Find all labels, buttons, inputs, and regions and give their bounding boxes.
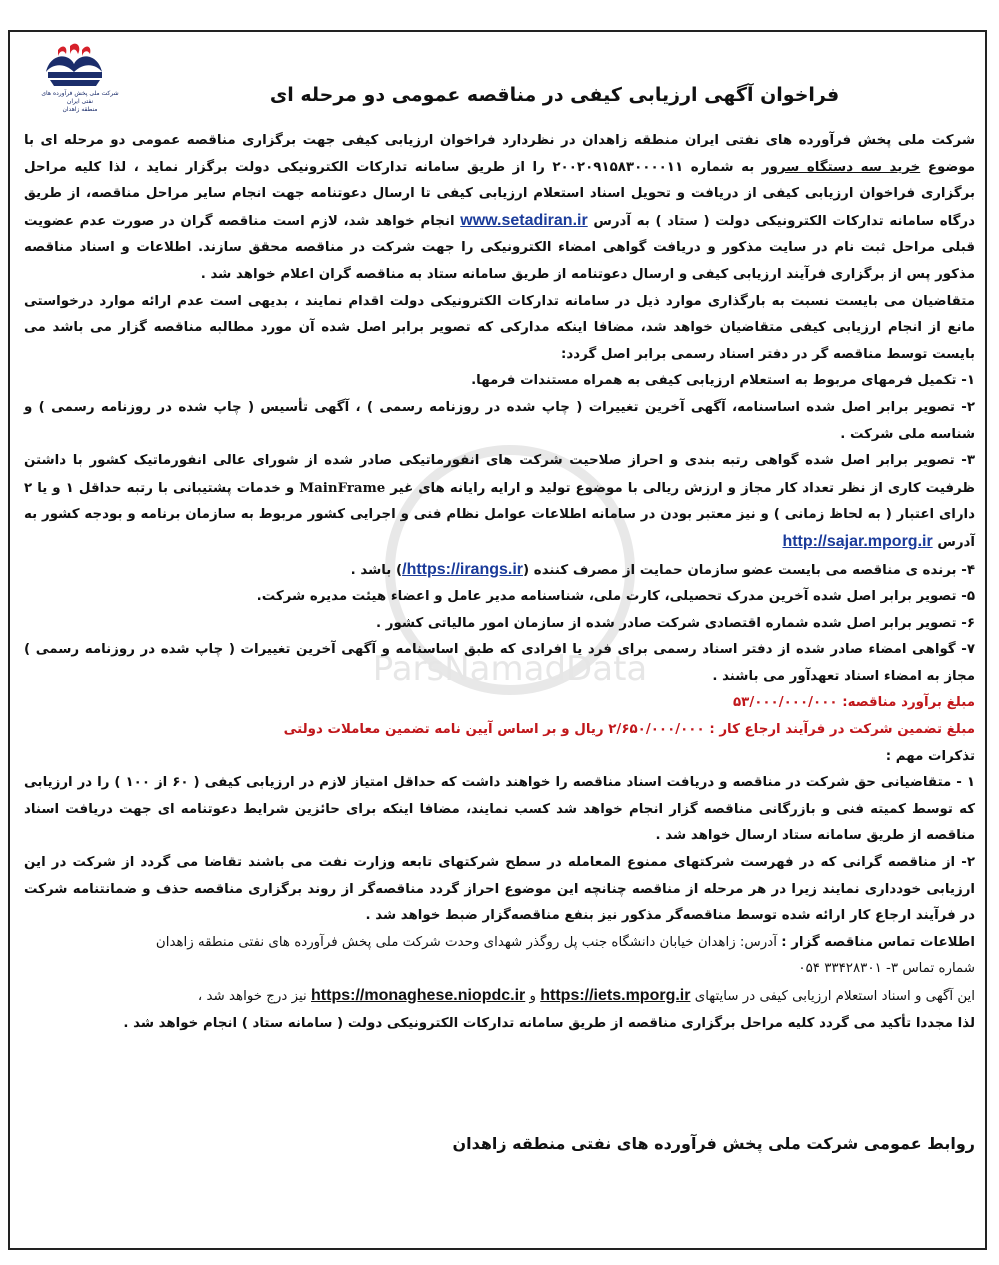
niopdc-logo-icon — [40, 42, 120, 122]
page-title: فراخوان آگهی ارزیابی کیفی در مناقصه عمومی دو مرحله ای — [269, 84, 840, 106]
logo-caption: شرکت ملی پخش فرآورده های نفتی ایران — [41, 90, 119, 105]
final-note: لذا مجددا تأکید می گردد کلیه مراحل برگزاری مناقصه از طریق سامانه تدارکات الکترونیکی دولت ( سامانه ستاد ) انجام خواهد شد . — [123, 1015, 975, 1031]
announcement-body — [24, 128, 975, 1037]
intro-text: شرکت ملی پخش فرآورده های نفتی ایران منطقه زاهدان در نظردارد فراخوان ارزیابی کیفی جهت برگزاری مناقصه عمومی دو مرحله ای با موضوع — [24, 133, 976, 175]
requirement-item: ۵- تصویر برابر اصل شده آخرین مدرک تحصیلی، کارت ملی، شناسنامه مدیر عامل و اعضاء هیئت مدیره شرکت. — [256, 589, 975, 605]
note-item: ۱ - متقاضیانی حق شرکت در مناقصه و دریافت اسناد مناقصه را خواهند داشت که حداقل امتیاز لازم در ارزیابی کیفی ( ۶۰ از ۱۰۰ ) را در ارزیابی که توسط کمیته فنی و بازرگانی مناقصه گزار انجام خواهد شد کسب نمایند، مضافا اینکه برای حائزین شرایط دعوتنامه ای جهت دریافت اسناد مناقصه از طریق سامانه ستاد ارسال خواهد شد . — [24, 775, 975, 844]
requirement-item — [24, 557, 975, 585]
guarantee-line: مبلغ تضمین شرکت در فرآیند ارجاع کار : ۲/۶۵۰/۰۰۰/۰۰۰ ریال و بر اساس آیین نامه تضمین معاملات دولتی — [283, 722, 975, 738]
contact-address: آدرس: زاهدان خیابان دانشگاه جنب پل روگذر شهدای وحدت شرکت ملی پخش فرآورده های نفتی منطقه زاهدان — [155, 934, 782, 950]
requirement-text: و خدمات پشتیبانی با رتبه حداقل ۱ و یا ۲ دارای اعتبار ( به لحاظ زمانی ) و نیز معتبر بودن در سامانه اطلاعات عوامل نظام فنی و اجرایی کشور مربوط به سازمان برنامه و بودجه کشور به آدرس — [24, 480, 975, 550]
requirement-item — [24, 448, 975, 556]
mainframe-term: MainFrame — [299, 479, 386, 496]
svg-text:ParsNamadData: ParsNamadData — [372, 649, 648, 689]
intro-text: را از طریق سامانه تدارکات الکترونیکی دولت برگزار نماید ، لذا کلیه مراحل برگزاری فراخوان ارزیابی کیفی از دریافت و تحویل اسناد استعلام ارزیابی کیفی تا ارسال دعوتنامه جهت انجام سایر مراحل مناقصه، از طریق درگاه سامانه تدارکات الکترونیکی دولت ( ستاد ) به آدرس — [24, 159, 975, 229]
signature: روابط عمومی شرکت ملی پخش فرآورده های نفتی منطقه زاهدان — [452, 1134, 975, 1153]
iets-link[interactable]: https://iets.mporg.ir — [540, 987, 691, 1004]
contact-phone: شماره تماس ۳- ۳۳۴۲۸۳۰۱ ۰۵۴ — [798, 961, 975, 977]
publish-text: نیز درج خواهد شد ، — [197, 989, 312, 1004]
publish-text: و — [525, 989, 541, 1004]
requirement-item: ۲- تصویر برابر اصل شده اساسنامه، آگهی آخرین تغییرات ( چاپ شده در روزنامه رسمی ) ، آگهی تأسیس ( چاپ شده در روزنامه رسمی ) و شناسه ملی شرکت . — [24, 399, 975, 442]
tender-number: ۲۰۰۲۰۹۱۵۸۳۰۰۰۰۱۱ — [552, 159, 684, 175]
logo-caption-region: منطقه زاهدان — [62, 106, 98, 113]
intro-paragraph — [24, 128, 975, 289]
requirement-text: ۳- تصویر برابر اصل شده گواهی رتبه بندی و احراز صلاحیت شرکت های انفورماتیکی صادر شده از شورای عالی انفورماتیک کشور با داشتن ظرفیت کاری از نظر تعداد کار مجاز و ارزش ریالی با موضوع تولید و ارایه رایانه های غیر — [24, 453, 975, 496]
intro-text: به شماره — [683, 159, 762, 175]
publish-line — [24, 983, 975, 1011]
contact-label: اطلاعات تماس مناقصه گزار : — [781, 934, 975, 950]
monaghese-link[interactable]: https://monaghese.niopdc.ir — [311, 987, 526, 1004]
estimate-label: مبلغ برآورد مناقصه: — [842, 695, 975, 711]
estimate-value: ۵۳/۰۰۰/۰۰۰/۰۰۰ — [732, 695, 843, 711]
tender-subject: خرید سه دستگاه سرور — [761, 159, 921, 175]
publish-text: این آگهی و اسناد استعلام ارزیابی کیفی در سایتهای — [690, 989, 975, 1004]
contact-line — [24, 930, 975, 957]
irangs-link[interactable]: https://irangs.ir/ — [402, 560, 524, 578]
estimate-line — [24, 690, 975, 717]
note-item: ۲- از مناقصه گرانی که در فهرست شرکتهای ممنوع المعامله در سطح شرکتهای تابعه وزارت نفت می باشند تقاضا می گردد از شرکت در این ارزیابی خودداری نمایند زیرا در هر مرحله از مناقصه چنانچه این موضوع احراز گردد مناقصه‌گر از روند برگزاری مناقصه حذف و ضمانتنامه شرکت در فرآیند ارجاع کار ارائه شده توسط مناقصه‌گر مذکور نیز بنفع مناقصه‌گزار ضبط خواهد شد . — [24, 855, 975, 924]
requirements-intro: متقاضیان می بایست نسبت به بارگذاری موارد ذیل در سامانه تدارکات الکترونیکی دولت اقدام نمایند ، بدیهی است عدم ارائه موارد درخواستی مانع از انجام ارزیابی کیفی متقاضیان خواهد شد، مضافا اینکه مدارکی که تصویر برابر اصل شده آن مورد مطالبه مناقصه گزار می باشد می بایست توسط مناقصه گر در دفتر اسناد رسمی برابر اصل گردد: — [24, 293, 975, 362]
requirement-text: ) باشد . — [350, 562, 403, 578]
setad-link[interactable]: www.setadiran.ir — [460, 211, 588, 229]
requirement-text: ۴- برنده ی مناقصه می بایست عضو سازمان حمایت از مصرف کننده ( — [523, 562, 975, 578]
requirement-item: ۷- گواهی امضاء صادر شده از دفتر اسناد رسمی برای فرد یا افرادی که طبق اساسنامه و آگهی آخرین تغییرات ( چاپ شده در روزنامه رسمی ) مجاز به امضاء اسناد تعهدآور می باشند . — [24, 642, 975, 684]
requirement-item: ۶- تصویر برابر اصل شده شماره اقتصادی شرکت صادر شده از سازمان امور مالیاتی کشور . — [376, 615, 975, 631]
sajar-link[interactable]: http://sajar.mporg.ir — [782, 532, 933, 550]
notes-heading: تذکرات مهم : — [885, 748, 975, 764]
requirement-item: ۱- تکمیل فرمهای مربوط به استعلام ارزیابی کیفی به همراه مستندات فرمها. — [471, 373, 975, 389]
intro-text: انجام خواهد شد، لازم است مناقصه گران در صورت عدم عضویت قبلی مراحل ثبت نام در سایت مذکور و دریافت گواهی امضاء الکترونیکی را جهت شرکت در مناقصه محقق سازند. اطلاعات و اسناد مناقصه مذکور پس از برگزاری فرآیند ارزیابی کیفی و ارسال دعوتنامه از طریق سامانه ستاد به مناقصه گران اعلام خواهد شد . — [24, 213, 975, 282]
